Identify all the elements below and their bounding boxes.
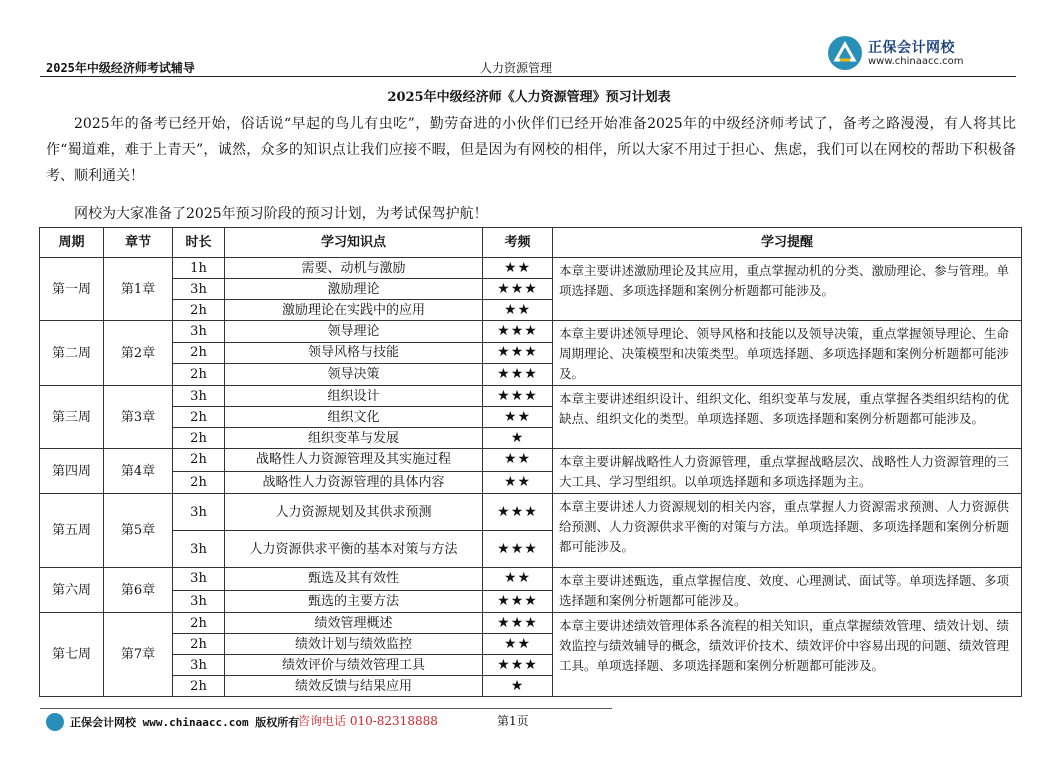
topic-cell: 战略性人力资源管理的具体内容 — [225, 471, 483, 494]
frequency-stars: ★★ — [483, 568, 553, 591]
header-subject: 人力资源管理 — [480, 61, 553, 75]
topic-cell: 甄选的主要方法 — [225, 590, 483, 613]
frequency-stars: ★★★ — [483, 342, 553, 364]
intro-paragraph-2: 网校为大家准备了2025年预习阶段的预习计划，为考试保驾护航！ — [74, 206, 488, 222]
frequency-stars: ★★★ — [483, 279, 553, 300]
hours-cell: 3h — [173, 568, 225, 591]
frequency-stars: ★★★ — [483, 321, 553, 343]
frequency-stars: ★★★ — [483, 364, 553, 386]
brand-logo[interactable] — [828, 34, 1028, 74]
topic-cell: 绩效评价与绩效管理工具 — [225, 655, 483, 676]
table-row — [40, 386, 1022, 407]
logo-url: www.chinaacc.com — [868, 56, 964, 67]
col-header-hours: 时长 — [173, 228, 225, 258]
hours-cell: 2h — [173, 634, 225, 655]
week-cell: 第六周 — [40, 568, 104, 613]
hours-cell: 3h — [173, 321, 225, 343]
hours-cell: 2h — [173, 471, 225, 494]
hours-cell: 2h — [173, 428, 225, 449]
reminder-cell: 本章主要讲述领导理论、领导风格和技能以及领导决策，重点掌握领导理论、生命周期理论、决策模型和决策类型。单项选择题、多项选择题和案例分析题都可能涉及。 — [553, 321, 1022, 386]
frequency-stars: ★★ — [483, 258, 553, 279]
logo-icon — [828, 36, 862, 70]
frequency-stars: ★ — [483, 428, 553, 449]
footer-phone: 咨询电话 010-82318888 — [298, 714, 438, 728]
week-cell: 第七周 — [40, 613, 104, 697]
topic-cell: 绩效反馈与结果应用 — [225, 676, 483, 697]
reminder-cell: 本章主要讲解战略性人力资源管理，重点掌握战略层次、战略性人力资源管理的三大工具、学习型组织。以单项选择题和多项选择题为主。 — [553, 449, 1022, 494]
topic-cell: 甄选及其有效性 — [225, 568, 483, 591]
chapter-cell: 第6章 — [104, 568, 173, 613]
footer-copyright: 正保会计网校 www.chinaacc.com 版权所有 — [70, 716, 300, 729]
hours-cell: 3h — [173, 386, 225, 407]
page-title: 2025年中级经济师《人力资源管理》预习计划表 — [387, 90, 671, 105]
week-cell: 第五周 — [40, 494, 104, 568]
topic-cell: 领导决策 — [225, 364, 483, 386]
hours-cell: 2h — [173, 364, 225, 386]
frequency-stars: ★★ — [483, 407, 553, 428]
frequency-stars: ★★ — [483, 300, 553, 321]
hours-cell: 1h — [173, 258, 225, 279]
chapter-cell: 第3章 — [104, 386, 173, 449]
week-cell: 第二周 — [40, 321, 104, 386]
topic-cell: 组织变革与发展 — [225, 428, 483, 449]
hours-cell: 2h — [173, 613, 225, 634]
table-row — [40, 258, 1022, 279]
hours-cell: 2h — [173, 676, 225, 697]
topic-cell: 绩效计划与绩效监控 — [225, 634, 483, 655]
hours-cell: 2h — [173, 407, 225, 428]
week-cell: 第三周 — [40, 386, 104, 449]
topic-cell: 人力资源供求平衡的基本对策与方法 — [225, 531, 483, 568]
study-plan-table — [39, 227, 1022, 697]
week-cell: 第四周 — [40, 449, 104, 494]
hours-cell: 3h — [173, 531, 225, 568]
frequency-stars: ★★★ — [483, 531, 553, 568]
reminder-cell: 本章主要讲述激励理论及其应用，重点掌握动机的分类、激励理论、参与管理。单项选择题、多项选择题和案例分析题都可能涉及。 — [553, 258, 1022, 321]
frequency-stars: ★★ — [483, 634, 553, 655]
hours-cell: 2h — [173, 342, 225, 364]
reminder-cell: 本章主要讲述组织设计、组织文化、组织变革与发展，重点掌握各类组织结构的优缺点、组织文化的类型。单项选择题、多项选择题和案例分析题都可能涉及。 — [553, 386, 1022, 449]
chapter-cell: 第2章 — [104, 321, 173, 386]
table-row — [40, 321, 1022, 343]
topic-cell: 人力资源规划及其供求预测 — [225, 494, 483, 531]
table-row — [40, 613, 1022, 634]
frequency-stars: ★★★ — [483, 386, 553, 407]
col-header-week: 周期 — [40, 228, 104, 258]
hours-cell: 2h — [173, 449, 225, 472]
topic-cell: 激励理论在实践中的应用 — [225, 300, 483, 321]
frequency-stars: ★★★ — [483, 613, 553, 634]
reminder-cell: 本章主要讲述人力资源规划的相关内容，重点掌握人力资源需求预测、人力资源供给预测、人力资源供求平衡的对策与方法。单项选择题、多项选择题和案例分析题都可能涉及。 — [553, 494, 1022, 568]
table-row — [40, 494, 1022, 531]
frequency-stars: ★★ — [483, 471, 553, 494]
hours-cell: 3h — [173, 494, 225, 531]
frequency-stars: ★ — [483, 676, 553, 697]
col-header-frequency: 考频 — [483, 228, 553, 258]
footer-logo-icon — [46, 713, 64, 731]
frequency-stars: ★★★ — [483, 494, 553, 531]
frequency-stars: ★★★ — [483, 655, 553, 676]
header-divider — [40, 76, 1016, 77]
topic-cell: 战略性人力资源管理及其实施过程 — [225, 449, 483, 472]
table-row — [40, 449, 1022, 472]
chapter-cell: 第4章 — [104, 449, 173, 494]
topic-cell: 领导风格与技能 — [225, 342, 483, 364]
frequency-stars: ★★★ — [483, 590, 553, 613]
topic-cell: 需要、动机与激励 — [225, 258, 483, 279]
chapter-cell: 第1章 — [104, 258, 173, 321]
intro-paragraph: 2025年的备考已经开始，俗话说“早起的鸟儿有虫吃”，勤劳奋进的小伙伴们已经开始准备2025年的中级经济师考试了，备考之路漫漫，有人将其比作“蜀道难，难于上青天”，诚然，众多的知识点让我们应接不暇，但是因为有网校的相伴，所以大家不用过于担心、焦虑，我们可以在网校的帮助下积极备考、顺利通关！ — [46, 116, 1016, 184]
reminder-cell: 本章主要讲述甄选，重点掌握信度、效度、心理测试、面试等。单项选择题、多项选择题和案例分析题都可能涉及。 — [553, 568, 1022, 613]
logo-brand-name: 正保会计网校 — [868, 40, 955, 56]
table-header-row — [40, 228, 1022, 258]
topic-cell: 绩效管理概述 — [225, 613, 483, 634]
frequency-stars: ★★ — [483, 449, 553, 472]
topic-cell: 领导理论 — [225, 321, 483, 343]
table-row — [40, 568, 1022, 591]
footer-divider — [40, 708, 612, 709]
hours-cell: 3h — [173, 655, 225, 676]
chapter-cell: 第5章 — [104, 494, 173, 568]
hours-cell: 3h — [173, 590, 225, 613]
topic-cell: 组织设计 — [225, 386, 483, 407]
hours-cell: 2h — [173, 300, 225, 321]
chapter-cell: 第7章 — [104, 613, 173, 697]
page-number: 第1页 — [497, 714, 529, 728]
col-header-reminder: 学习提醒 — [553, 228, 1022, 258]
reminder-cell: 本章主要讲述绩效管理体系各流程的相关知识，重点掌握绩效管理、绩效计划、绩效监控与绩效辅导的概念，绩效评价技术、绩效评价中容易出现的问题、绩效管理工具。单项选择题、多项选择题和案例分析题都可能涉及。 — [553, 613, 1022, 697]
week-cell: 第一周 — [40, 258, 104, 321]
hours-cell: 3h — [173, 279, 225, 300]
col-header-chapter: 章节 — [104, 228, 173, 258]
col-header-topic: 学习知识点 — [225, 228, 483, 258]
topic-cell: 组织文化 — [225, 407, 483, 428]
topic-cell: 激励理论 — [225, 279, 483, 300]
header-course-title: 2025年中级经济师考试辅导 — [46, 61, 195, 75]
